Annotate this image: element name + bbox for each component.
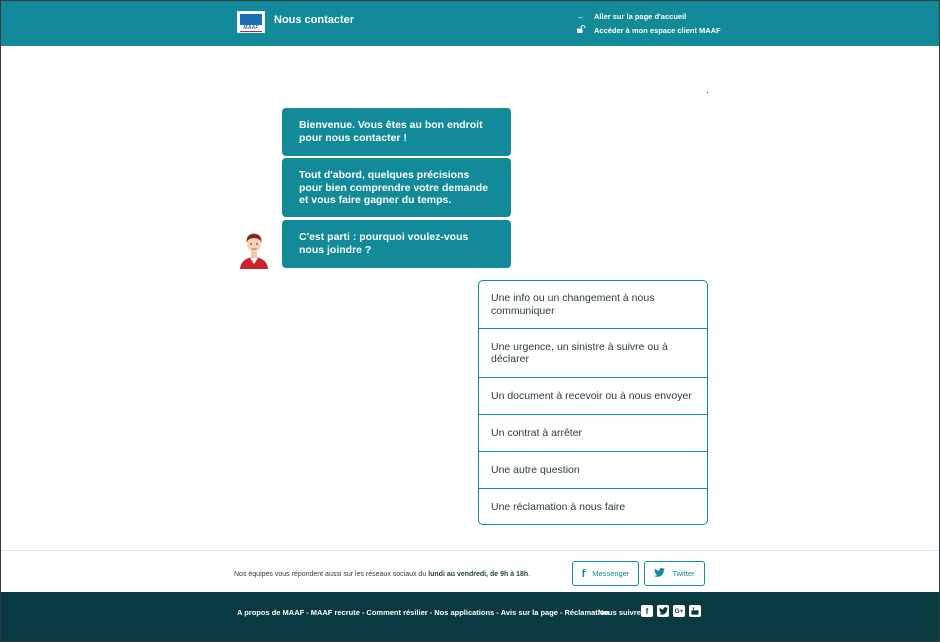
logo-text: MAAF [243,25,259,31]
twitter-label: Twitter [672,569,695,578]
social-text-after: . [528,571,531,578]
twitter-icon[interactable] [657,605,669,617]
assistant-avatar [238,229,270,269]
chat-message: Bienvenue. Vous êtes au bon endroit pour nous contacter ! [282,108,511,156]
chat-message: Tout d'abord, quelques précisions pour bien comprendre votre demande et vous faire gagner du temps. [282,158,511,217]
footer-links [237,608,609,617]
messenger-label: Messenger [592,569,630,578]
stray-dot [707,92,708,93]
social-icons [641,605,701,617]
messenger-button[interactable] [572,561,639,586]
home-link[interactable] [577,12,686,21]
client-space-link-label: Accéder à mon espace client MAAF [594,25,721,35]
twitter-button[interactable] [644,561,705,586]
footer-link-jobs[interactable]: MAAF recrute [310,608,360,617]
footer-separator: - [429,608,433,617]
social-hours-text [234,571,530,578]
logo-red-line [240,31,262,32]
social-text-before: Nos équipes vous répondent aussi sur les réseaux sociaux du [234,571,429,578]
logo-band [240,14,262,25]
footer [1,592,940,642]
footer-link-cancel[interactable]: Comment résilier [366,608,428,617]
facebook-icon[interactable]: f [641,605,653,617]
client-space-link[interactable] [577,25,721,35]
twitter-icon [654,568,665,580]
social-band [1,550,940,592]
choice-option[interactable]: Un document à recevoir ou à nous envoyer [479,378,707,415]
choice-option[interactable]: Une autre question [479,452,707,489]
social-hours: lundi au vendredi, de 9h à 18h [428,571,529,578]
footer-link-feedback[interactable]: Avis sur la page [500,608,558,617]
choice-list [478,280,708,525]
youtube-icon[interactable] [689,605,701,617]
footer-separator: - [559,608,563,617]
unlock-icon [577,25,594,35]
footer-separator: - [361,608,365,617]
header [1,1,940,46]
footer-separator: - [306,608,309,617]
footer-link-complaint[interactable]: Réclamation [564,608,610,617]
google-plus-icon[interactable]: G+ [673,605,685,617]
page-title: Nous contacter [274,14,355,26]
choice-option[interactable]: Un contrat à arrêter [479,415,707,452]
choice-option[interactable]: Une réclamation à nous faire [491,500,626,513]
choice-option[interactable]: Une info ou un changement à nous communiquer [479,281,707,329]
arrow-left-icon: ← [577,12,585,21]
facebook-icon: f [581,567,586,580]
choice-option[interactable]: Une urgence, un sinistre à suivre ou à déclarer [479,329,707,378]
maaf-logo[interactable] [237,11,265,33]
footer-link-apps[interactable]: Nos applications [434,608,495,617]
home-link-label: Aller sur la page d'accueil [594,12,687,21]
follow-label: Nous suivre [598,608,641,617]
chat-message: C'est parti : pourquoi voulez-vous nous joindre ? [282,220,511,268]
footer-separator: - [496,608,499,617]
footer-link-about[interactable]: A propos de MAAF [237,608,305,617]
